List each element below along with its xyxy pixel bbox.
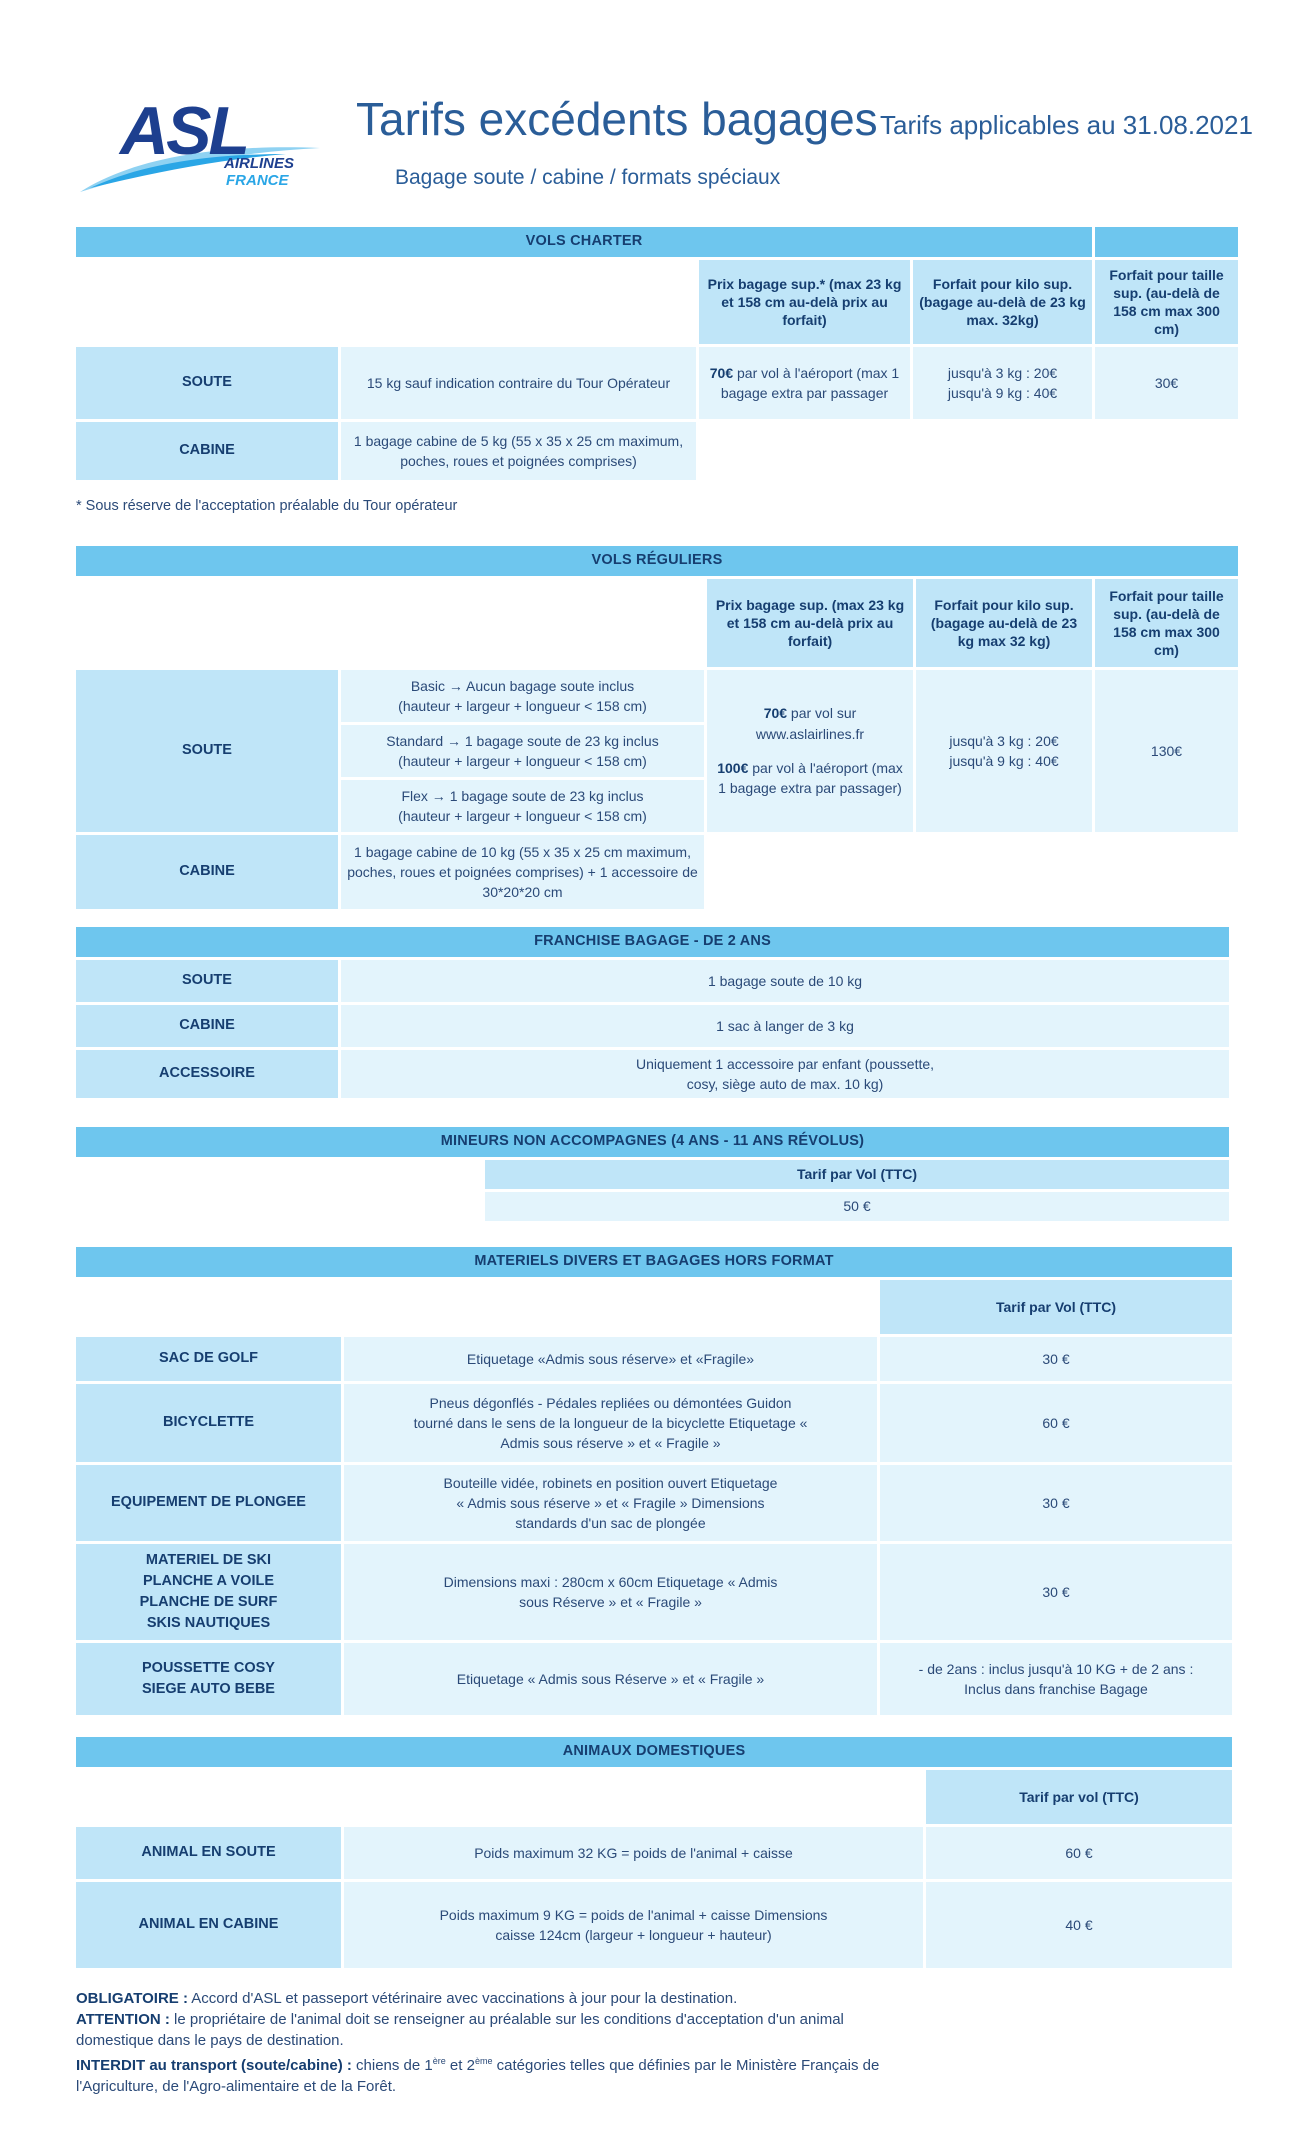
franchise-cabine-value: 1 sac à langer de 3 kg	[341, 1005, 1229, 1047]
charter-cabine-desc: 1 bagage cabine de 5 kg (55 x 35 x 25 cm maximum, poches, roues et poignées comprises)	[341, 422, 696, 480]
charter-soute-label: SOUTE	[76, 347, 338, 419]
plongee-desc	[344, 1465, 877, 1541]
note-attention-text: le propriétaire de l'animal doit se renseigner au préalable sur les conditions d'acceptation d'un animal domestique dans le pays de destination.	[76, 2011, 844, 2049]
reguliers-cabine-label: CABINE	[76, 835, 338, 909]
charter-header-price: Prix bagage sup.* (max 23 kg et 158 cm au-delà prix au forfait)	[699, 260, 910, 344]
mineurs-band: MINEURS NON ACCOMPAGNES (4 ANS - 11 ANS RÉVOLUS)	[76, 1127, 1229, 1157]
empty-cell	[76, 260, 696, 344]
golf-price: 30 €	[880, 1337, 1232, 1381]
fare-standard-line1: Standard → 1 bagage soute de 23 kg inclus	[386, 732, 659, 749]
franchise-accessoire-label: ACCESSOIRE	[76, 1050, 338, 1098]
reguliers-header-kilo: Forfait pour kilo sup. (bagage au-delà de 23 kg max 32 kg)	[916, 579, 1092, 667]
fare-standard-line2: (hauteur + largeur + longueur < 158 cm)	[398, 753, 647, 769]
franchise-cabine-label: CABINE	[76, 1005, 338, 1047]
empty-cell	[76, 1770, 923, 1824]
section-mineurs	[76, 1124, 1226, 1224]
animal-cabine-desc	[344, 1882, 923, 1968]
animal-soute-price: 60 €	[926, 1827, 1232, 1879]
reguliers-soute-label: SOUTE	[76, 670, 338, 832]
bicyclette-desc	[344, 1384, 877, 1462]
fare-flex-line2: (hauteur + largeur + longueur < 158 cm)	[398, 808, 647, 824]
empty-cell	[699, 422, 1238, 480]
golf-desc: Etiquetage «Admis sous réserve» et «Fragile»	[344, 1337, 877, 1381]
note-interdit-text1: chiens de 1	[351, 2057, 433, 2074]
charter-soute-size: 30€	[1095, 347, 1238, 419]
charter-soute-price-text: par vol à l'aéroport (max 1 bagage extra par passager	[720, 364, 900, 401]
reguliers-table	[73, 543, 1241, 912]
fare-flex-line1: Flex → 1 bagage soute de 23 kg inclus	[401, 787, 644, 804]
animal-soute-label: ANIMAL EN SOUTE	[76, 1827, 341, 1879]
empty-cell	[707, 835, 1238, 909]
logo-sub-france: FRANCE	[226, 172, 289, 189]
animaux-band: ANIMAUX DOMESTIQUES	[76, 1737, 1232, 1767]
logo-sub-airlines: AIRLINES	[224, 155, 295, 172]
reguliers-header-price: Prix bagage sup. (max 23 kg et 158 cm au-delà prix au forfait)	[707, 579, 913, 667]
applicable-date: Tarifs applicables au 31.08.2021	[880, 110, 1253, 140]
fare-flex	[341, 780, 704, 832]
poussette-label	[76, 1643, 341, 1715]
fare-basic-line1: Basic → Aucun bagage soute inclus	[410, 677, 635, 694]
empty-cell	[76, 1160, 482, 1189]
note-obligatoire-label: OBLIGATOIRE :	[76, 1990, 188, 2007]
footer-notes	[76, 1988, 1226, 2097]
ski-label	[76, 1544, 341, 1640]
franchise-accessoire-value	[341, 1050, 1229, 1098]
reguliers-price-airport-text: par vol à l'aéroport (max 1 bagage extra par passager)	[718, 760, 903, 797]
franchise-soute-label: SOUTE	[76, 960, 338, 1002]
section-animaux	[76, 1734, 1226, 1971]
spacer	[713, 744, 907, 758]
reguliers-kilo-line2: jusqu'à 9 kg : 40€	[949, 753, 1059, 769]
bicyclette-desc-text: Pneus dégonflés - Pédales repliées ou démontées Guidon tourné dans le sens de la longueur de la bicyclette Etiquetage « Admis sous réserve » et « Fragile »	[413, 1394, 808, 1452]
mineurs-price: 50 €	[485, 1192, 1229, 1221]
section-reguliers	[76, 543, 1226, 912]
charter-soute-desc: 15 kg sauf indication contraire du Tour Opérateur	[341, 347, 696, 419]
animal-soute-desc: Poids maximum 32 KG = poids de l'animal + caisse	[344, 1827, 923, 1879]
poussette-desc: Etiquetage « Admis sous Réserve » et « Fragile »	[344, 1643, 877, 1715]
reguliers-soute-price	[707, 670, 913, 832]
ski-price: 30 €	[880, 1544, 1232, 1640]
charter-band-end	[1095, 227, 1238, 257]
plongee-label: EQUIPEMENT DE PLONGEE	[76, 1465, 341, 1541]
reguliers-price-online-text: par vol sur www.aslairlines.fr	[755, 705, 865, 742]
reguliers-price-airport	[713, 758, 907, 799]
charter-band: VOLS CHARTER	[76, 227, 1092, 257]
mineurs-table	[73, 1124, 1232, 1224]
empty-cell	[76, 1192, 482, 1221]
reguliers-price-online	[713, 703, 907, 744]
reguliers-soute-kilo	[916, 670, 1092, 832]
note-obligatoire-text: Accord d'ASL et passeport vétérinaire avec vaccinations à jour pour la destination.	[187, 1990, 738, 2007]
ski-desc-text: Dimensions maxi : 280cm x 60cm Etiquetage « Admis sous Réserve » et « Fragile »	[443, 1573, 778, 1610]
page-header	[0, 0, 1300, 210]
reguliers-band: VOLS RÉGULIERS	[76, 546, 1238, 576]
plongee-desc-text: Bouteille vidée, robinets en position ouvert Etiquetage « Admis sous réserve » et « Fragile » Dimensions standards d'un sac de plongée	[443, 1474, 778, 1532]
reguliers-price-airport-bold: 100€	[717, 760, 749, 776]
note-attention	[76, 2009, 896, 2051]
golf-label: SAC DE GOLF	[76, 1337, 341, 1381]
charter-header-kilo: Forfait pour kilo sup. (bagage au-delà de 23 kg max. 32kg)	[913, 260, 1092, 344]
empty-cell	[76, 1280, 877, 1334]
materiels-header: Tarif par Vol (TTC)	[880, 1280, 1232, 1334]
charter-soute-price-bold: 70€	[709, 364, 734, 381]
reguliers-header-size: Forfait pour taille sup. (au-delà de 158 cm max 300 cm)	[1095, 579, 1238, 667]
franchise-table	[73, 924, 1232, 1101]
fare-basic-line2: (hauteur + largeur + longueur < 158 cm)	[398, 698, 647, 714]
bicyclette-price: 60 €	[880, 1384, 1232, 1462]
ski-label-text: MATERIEL DE SKI PLANCHE A VOILE PLANCHE DE SURF SKIS NAUTIQUES	[139, 1551, 278, 1632]
animal-cabine-price: 40 €	[926, 1882, 1232, 1968]
reguliers-kilo-line1: jusqu'à 3 kg : 20€	[949, 732, 1059, 749]
bicyclette-label: BICYCLETTE	[76, 1384, 341, 1462]
charter-table	[73, 224, 1241, 483]
franchise-accessoire-text: Uniquement 1 accessoire par enfant (poussette, cosy, siège auto de max. 10 kg)	[635, 1055, 935, 1092]
reguliers-soute-size: 130€	[1095, 670, 1238, 832]
reguliers-cabine-desc: 1 bagage cabine de 10 kg (55 x 35 x 25 cm maximum, poches, roues et poignées comprises) + 1 accessoire de 30*20*20 cm	[341, 835, 704, 909]
note-interdit-sup2: ème	[474, 2056, 493, 2066]
section-charter	[76, 224, 1226, 483]
note-interdit-sup1: ère	[432, 2056, 446, 2066]
section-franchise	[76, 924, 1226, 1101]
animaux-header: Tarif par vol (TTC)	[926, 1770, 1232, 1824]
materiels-band: MATERIELS DIVERS ET BAGAGES HORS FORMAT	[76, 1247, 1232, 1277]
charter-kilo-line2: jusqu'à 9 kg : 40€	[947, 385, 1058, 401]
reguliers-price-online-bold: 70€	[763, 705, 788, 722]
poussette-price-text: - de 2ans : inclus jusqu'à 10 KG + de 2 ans : Inclus dans franchise Bagage	[918, 1660, 1194, 1697]
animal-cabine-label: ANIMAL EN CABINE	[76, 1882, 341, 1968]
page-title: Tarifs excédents bagages	[356, 93, 878, 145]
charter-cabine-label: CABINE	[76, 422, 338, 480]
ski-desc	[344, 1544, 877, 1640]
charter-header-size: Forfait pour taille sup. (au-delà de 158 cm max 300 cm)	[1095, 260, 1238, 344]
note-interdit-text3: catégories telles que définies par le Ministère Français de l'Agriculture, de l'Agro-alimentaire et de la Forêt.	[76, 2057, 880, 2095]
page-subtitle: Bagage soute / cabine / formats spéciaux	[395, 166, 781, 189]
franchise-band: FRANCHISE BAGAGE - DE 2 ANS	[76, 927, 1229, 957]
animal-cabine-desc-text: Poids maximum 9 KG = poids de l'animal + caisse Dimensions caisse 124cm (largeur + longueur + hauteur)	[439, 1906, 828, 1943]
empty-cell	[76, 579, 704, 667]
note-interdit-text2: et 2	[445, 2057, 475, 2074]
charter-soute-price	[699, 347, 910, 419]
note-attention-label: ATTENTION :	[76, 2011, 170, 2028]
note-interdit-label: INTERDIT au transport (soute/cabine) :	[76, 2057, 352, 2074]
materiels-table	[73, 1244, 1235, 1718]
fare-standard	[341, 725, 704, 777]
plongee-price: 30 €	[880, 1465, 1232, 1541]
poussette-label-text: POUSSETTE COSY SIEGE AUTO BEBE	[142, 1659, 275, 1697]
note-obligatoire	[76, 1988, 1226, 2009]
fare-basic	[341, 670, 704, 722]
charter-footnote: * Sous réserve de l'acceptation préalable du Tour opérateur	[76, 498, 458, 514]
charter-soute-kilo	[913, 347, 1092, 419]
franchise-soute-value: 1 bagage soute de 10 kg	[341, 960, 1229, 1002]
logo-text: ASL	[120, 93, 247, 169]
section-materiels	[76, 1244, 1226, 1718]
asl-logo	[76, 92, 326, 196]
note-interdit	[76, 2051, 896, 2097]
mineurs-header: Tarif par Vol (TTC)	[485, 1160, 1229, 1189]
animaux-table	[73, 1734, 1235, 1971]
charter-kilo-line1: jusqu'à 3 kg : 20€	[947, 364, 1058, 381]
poussette-price	[880, 1643, 1232, 1715]
